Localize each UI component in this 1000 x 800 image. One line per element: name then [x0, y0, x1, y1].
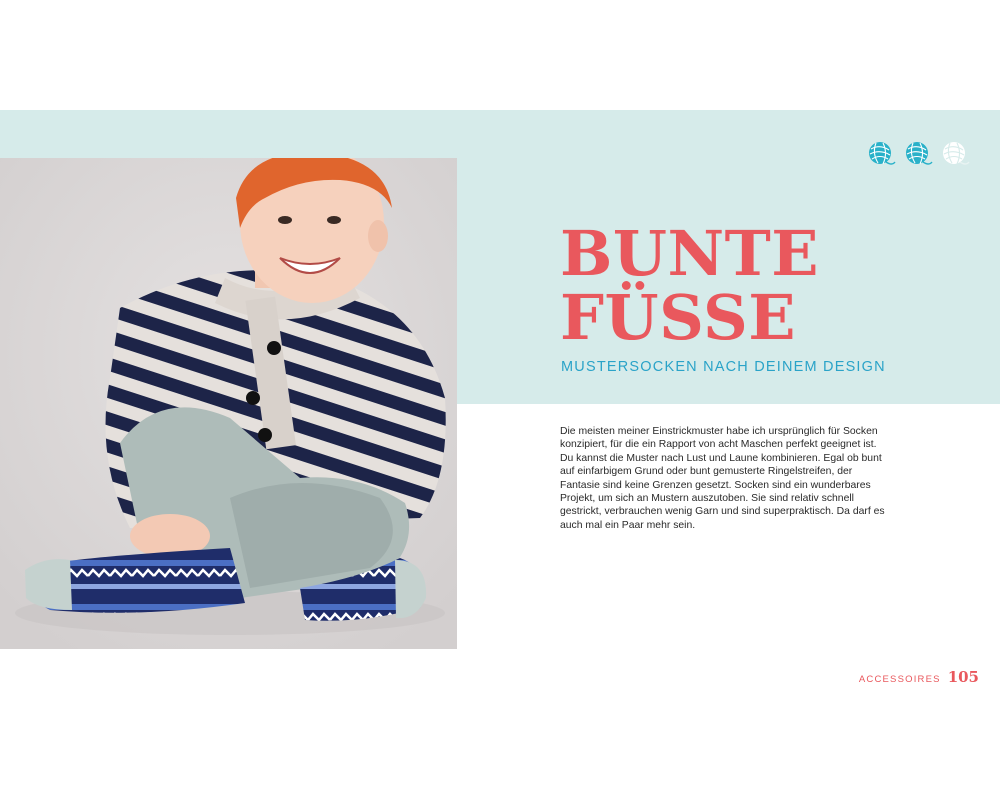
page-title [560, 217, 820, 354]
yarn-ball-icon [866, 140, 896, 168]
yarn-ball-icon [903, 140, 933, 168]
photo-child-in-striped-sweater [0, 158, 457, 649]
difficulty-rating [866, 140, 970, 168]
section-label: ACCESSOIRES [858, 674, 941, 685]
intro-paragraph: Die meisten meiner Einstrickmuster habe ich ursprünglich für Socken konzipiert, für die ein Rapport von acht Maschen perfekt geeignet ist. Du kannst die Muster nach Lust und Laune kombinieren. Egal ob bunt auf einfarbigem Grund oder bunt gemusterte Ringelstreifen, der Fantasie sind keine Grenzen gesetzt. Socken sind ein wunderbares Projekt, um sich an Mustern auszutoben. Sie sind relativ schnell gestrickt, verbrauchen wenig Garn und sind superpraktisch. Da darf es auch mal ein Paar mehr sein. [560, 426, 885, 531]
page-footer [859, 668, 979, 686]
page-subtitle: MUSTERSOCKEN NACH DEINEM DESIGN [561, 359, 886, 375]
title-line-2: FÜSSE [560, 281, 797, 354]
yarn-ball-icon [940, 140, 970, 168]
page-number: 105 [947, 668, 979, 686]
title-line-1: BUNTE [560, 217, 820, 290]
